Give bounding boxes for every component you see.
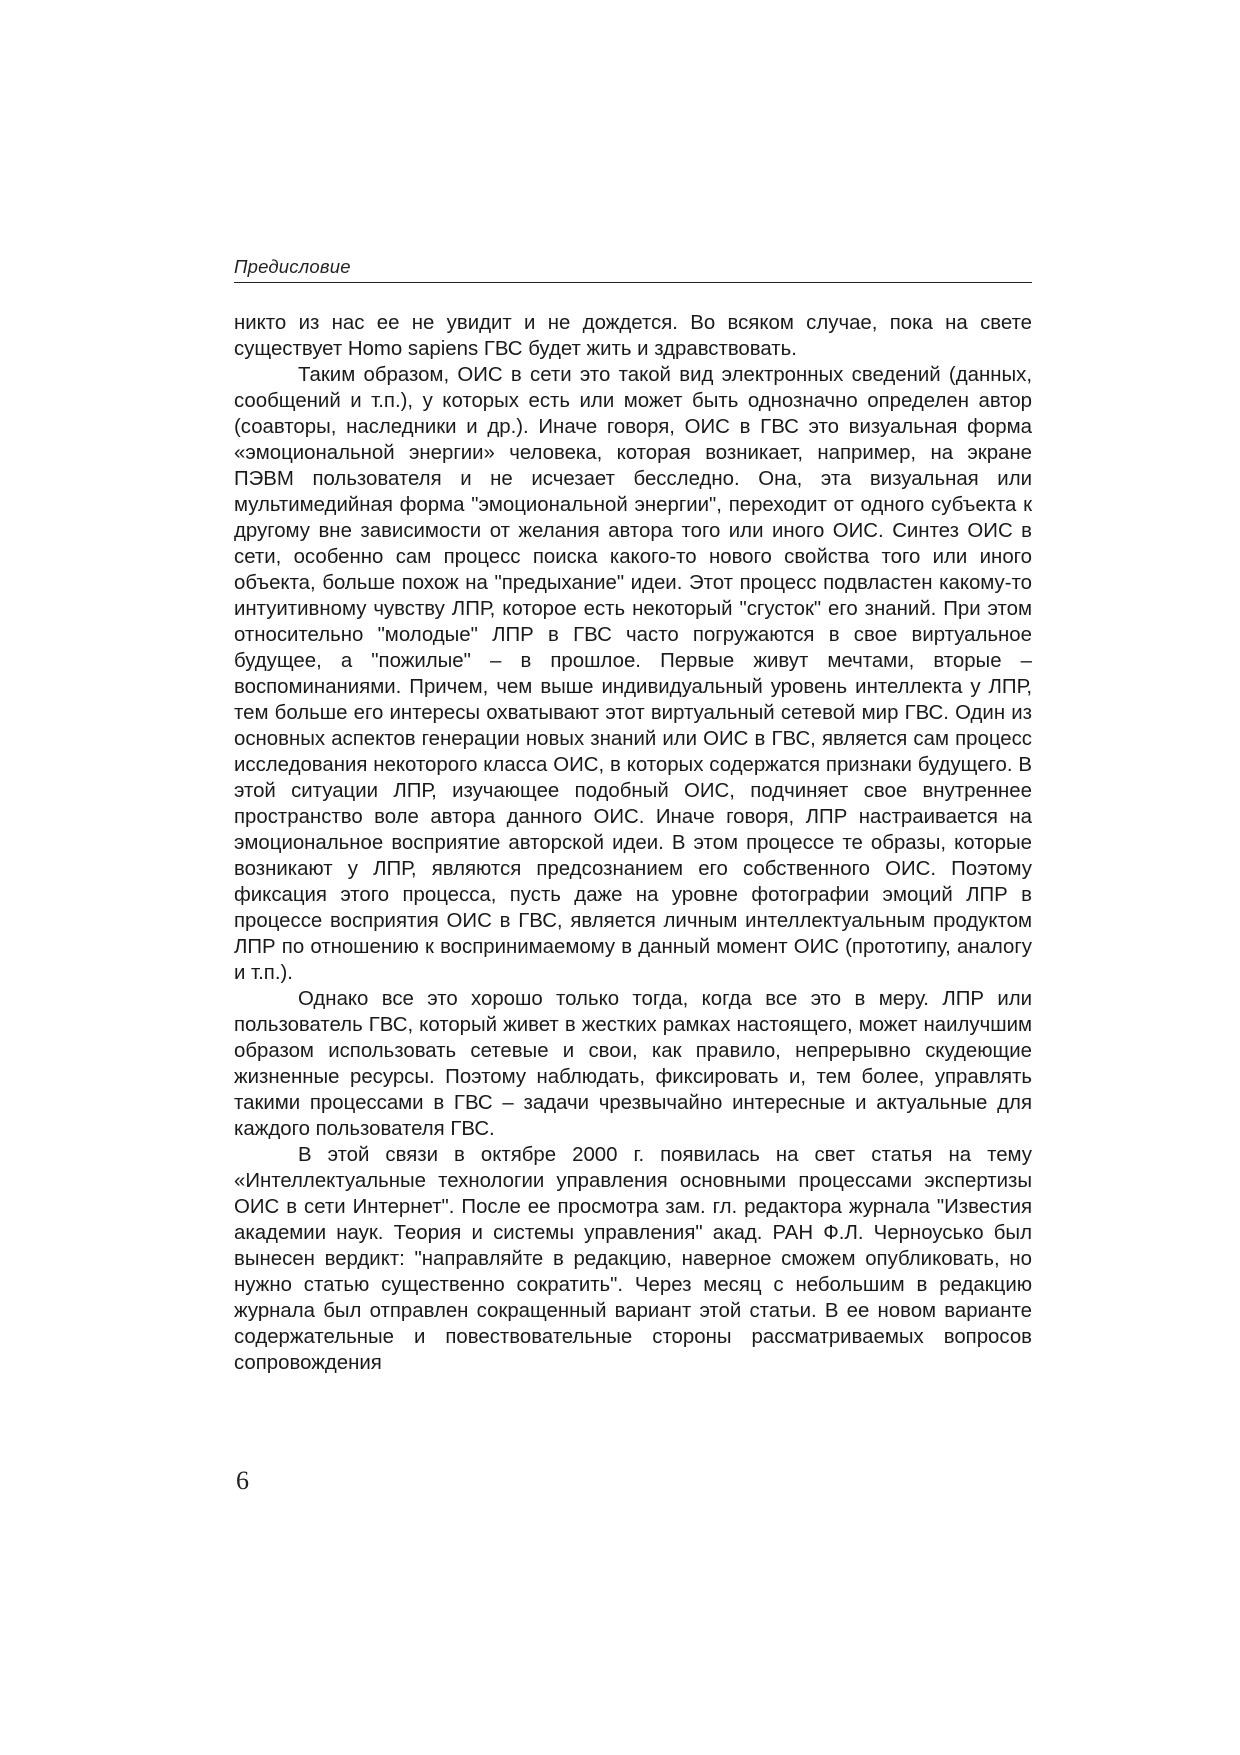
running-header (234, 252, 1032, 283)
page-number: 6 (236, 1466, 249, 1495)
paragraph-2: Таким образом, ОИС в сети это такой вид электронных сведений (данных, сообщений и т.п.), у которых есть или может быть однозначно определен автор (соавторы, наследники и др.). Иначе говоря, ОИС в ГВС это визуальная форма «эмоциональной энергии» человека, которая возникает, например, на экране ПЭВМ пользователя и не исчезает бесследно. Она, эта визуальная или мультимедийная форма "эмоциональной энергии", переходит от одного субъекта к другому вне зависимости от желания автора того или иного ОИС. Синтез ОИС в сети, особенно сам процесс поиска какого-то нового свойства того или иного объекта, больше похож на "предыхание" идеи. Этот процесс подвластен какому-то интуитивному чувству ЛПР, которое есть некоторый "сгусток" его знаний. При этом относительно "молодые" ЛПР в ГВС часто погружаются в свое виртуальное будущее, а "пожилые" – в прошлое. Первые живут мечтами, вторые – воспоминаниями. Причем, чем выше индивидуальный уровень интеллекта у ЛПР, тем больше его интересы охватывают этот виртуальный сетевой мир ГВС. Один из основных аспектов генерации новых знаний или ОИС в ГВС, является сам процесс исследования некоторого класса ОИС, в которых содержатся признаки будущего. В этой ситуации ЛПР, изучающее подобный ОИС, подчиняет свое внутреннее пространство воле автора данного ОИС. Иначе говоря, ЛПР настраивается на эмоциональное восприятие авторской идеи. В этом процессе те образы, которые возникают у ЛПР, являются предсознанием его собственного ОИС. Поэтому фиксация этого процесса, пусть даже на уровне фотографии эмоций ЛПР в процессе восприятия ОИС в ГВС, является личным интеллектуальным продуктом ЛПР по отношению к воспринимаемому в данный момент ОИС (прототипу, аналогу и т.п.). (234, 364, 1032, 984)
body-text (234, 310, 1032, 1376)
running-header-title: Предисловие (234, 256, 351, 277)
paragraph-3: Однако все это хорошо только тогда, когда все это в меру. ЛПР или пользователь ГВС, который живет в жестких рамках настоящего, может наилучшим образом использовать сетевые и свои, как правило, непрерывно скудеющие жизненные ресурсы. Поэтому наблюдать, фиксировать и, тем более, управлять такими процессами в ГВС – задачи чрезвычайно интересные и актуальные для каждого пользователя ГВС. (234, 988, 1032, 1140)
paragraph-4: В этой связи в октябре 2000 г. появилась на свет статья на тему «Интеллектуальные технологии управления основными процессами экспертизы ОИС в сети Интернет". После ее просмотра зам. гл. редактора журнала "Известия академии наук. Теория и системы управления" акад. РАН Ф.Л. Черноусько был вынесен вердикт: "направляйте в редакцию, наверное сможем опубликовать, но нужно статью существенно сократить". Через месяц с небольшим в редакцию журнала был отправлен сокращенный вариант этой статьи. В ее новом варианте содержательные и повествовательные стороны рассматриваемых вопросов сопровождения (234, 1144, 1032, 1374)
paragraph-1: никто из нас ее не увидит и не дождется. Во всяком случае, пока на свете существует Homo sapiens ГВС будет жить и здравствовать. (234, 312, 1032, 360)
